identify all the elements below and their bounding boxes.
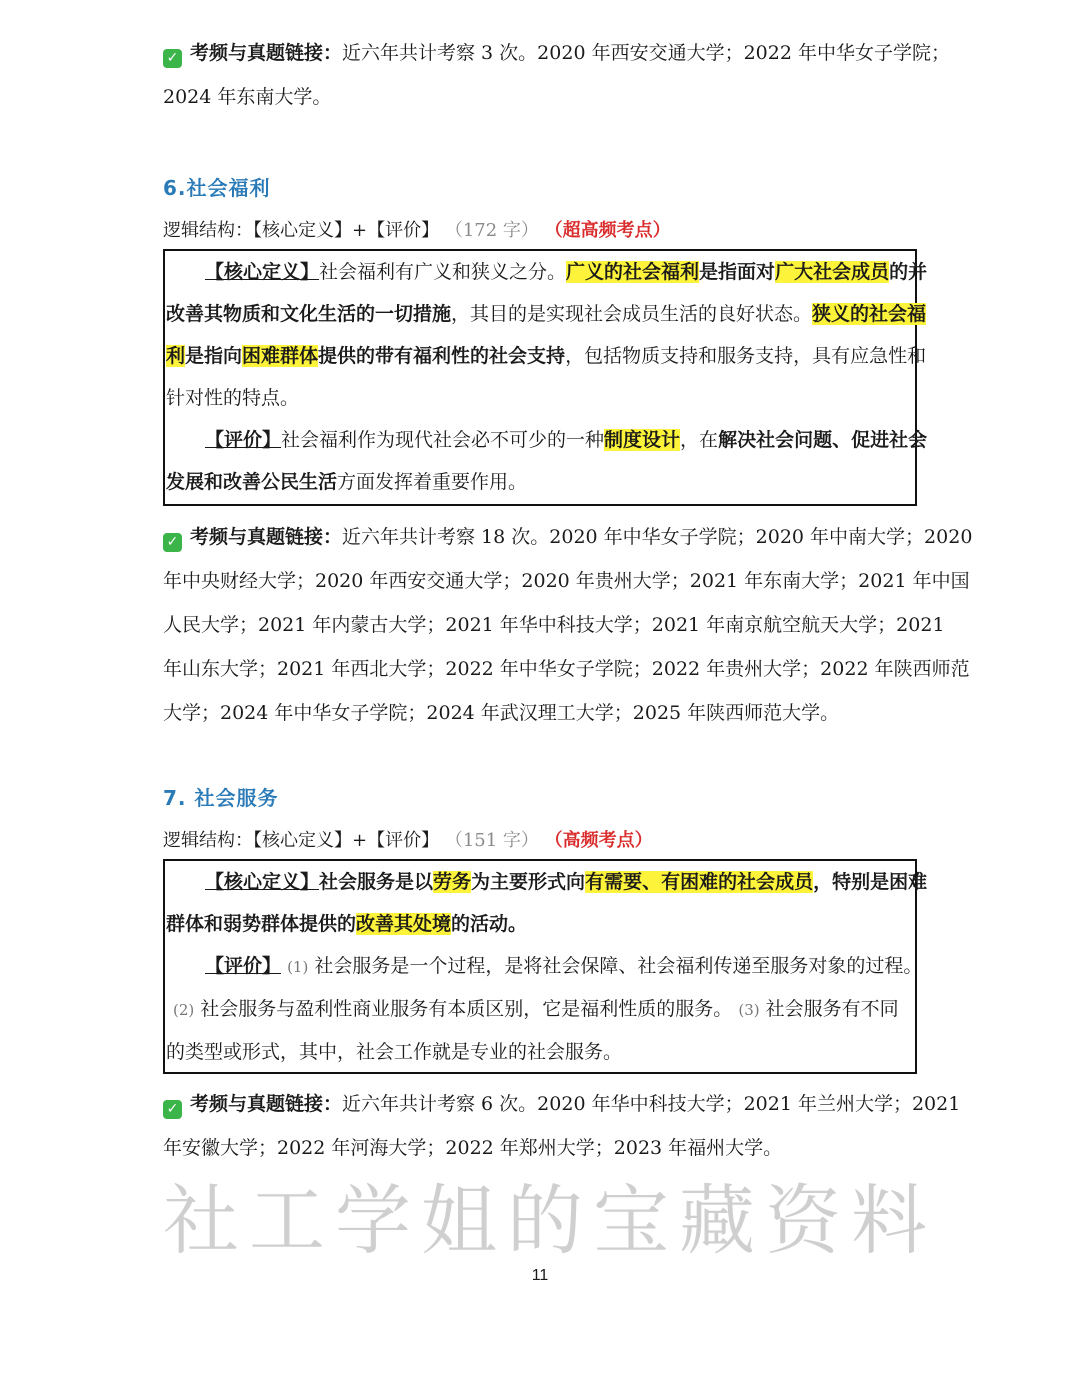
highlight: 制度设计	[604, 429, 681, 451]
eval-line-1	[165, 419, 928, 461]
exam-line-2: 年中央财经大学；2020 年西安交通大学；2020 年贵州大学；2021 年东南大学；2021 年中国	[163, 570, 970, 592]
section-7-exam-block	[163, 1082, 961, 1170]
def-line-1	[165, 251, 928, 293]
frequency-badge: （高频考点）	[544, 830, 653, 851]
char-count: （172 字）	[444, 220, 539, 241]
text: 是指面对	[699, 261, 776, 283]
highlight: 改善其处境	[356, 913, 452, 935]
text: 解决社会问题、促进社会	[718, 429, 928, 451]
exam-line-4: 年山东大学；2021 年西北大学；2022 年中华女子学院；2022 年贵州大学；2022 年陕西师范	[163, 658, 970, 680]
evaluation-tag: 【评价】	[205, 955, 282, 977]
eval-line-3: 的类型或形式，其中，社会工作就是专业的社会服务。	[166, 1041, 623, 1063]
section-6-logic	[163, 216, 671, 242]
text: 为主要形式向	[471, 871, 586, 893]
watermark: 社工学姐的宝藏资料	[163, 1176, 937, 1265]
text: 社会福利作为现代社会必不可少的一种	[281, 429, 605, 451]
text: 的活动。	[451, 913, 528, 935]
exam-line-1	[163, 515, 973, 559]
text: ，特别是困难	[813, 871, 928, 893]
top-exam-line-2: 2024 年东南大学。	[163, 86, 332, 108]
section-7-definition-box	[163, 859, 928, 1074]
text: 提供的带有福利性的社会支持	[318, 345, 566, 367]
text: 近六年共计考察 18 次。2020 年中华女子学院；2020 年中南大学；2020	[342, 526, 973, 548]
def-line-2	[165, 903, 915, 945]
exam-label: 考频与真题链接：	[190, 42, 343, 64]
exam-line-5: 大学；2024 年中华女子学院；2024 年武汉理工大学；2025 年陕西师范大学。	[163, 702, 840, 724]
text: 的并	[889, 261, 928, 283]
text: 改善其物质和文化生活的一切措施	[166, 303, 452, 325]
text: 群体和弱势群体提供的	[166, 913, 357, 935]
text: 社会服务有不同	[765, 998, 899, 1020]
text: 是指向	[185, 345, 243, 367]
section-6-exam-block	[163, 515, 973, 735]
item-number: (1)	[287, 958, 309, 976]
highlight: 广大社会成员	[775, 261, 890, 283]
text: 社会服务是一个过程，是将社会保障、社会福利传递至服务对象的过程。	[314, 955, 923, 977]
section-6-title: 6.社会福利	[163, 176, 271, 200]
core-definition-tag: 【核心定义】	[205, 871, 320, 893]
section-7-logic	[163, 826, 653, 852]
text: 方面发挥着重要作用。	[337, 471, 528, 493]
def-line-4: 针对性的特点。	[166, 387, 300, 409]
section-6-definition-box	[163, 249, 928, 506]
eval-line-2	[165, 988, 915, 1031]
logic-structure: 逻辑结构：【核心定义】+【评价】	[163, 830, 440, 851]
exam-text: 近六年共计考察 3 次。2020 年西安交通大学；2022 年中华女子学院；	[342, 42, 950, 64]
top-exam-line-1	[163, 31, 950, 75]
item-number: (3)	[738, 1001, 760, 1019]
exam-label: 考频与真题链接：	[190, 526, 343, 548]
page-number: 11	[531, 1267, 549, 1284]
text: ，包括物质支持和服务支持，具有应急性和	[565, 345, 927, 367]
highlight: 劳务	[433, 871, 472, 893]
text: ，在	[680, 429, 719, 451]
exam-line-1	[163, 1082, 961, 1126]
eval-line-1	[165, 945, 923, 988]
frequency-badge: （超高频考点）	[544, 220, 671, 241]
text: ，其目的是实现社会成员生活的良好状态。	[451, 303, 813, 325]
evaluation-tag: 【评价】	[205, 429, 282, 451]
section-7-title: 7. 社会服务	[163, 786, 279, 810]
text: 社会服务是以	[319, 871, 434, 893]
char-count: （151 字）	[444, 830, 539, 851]
text: 近六年共计考察 6 次。2020 年华中科技大学；2021 年兰州大学；2021	[342, 1093, 961, 1115]
def-line-3	[165, 335, 927, 377]
def-line-1	[165, 861, 928, 903]
item-number: (2)	[173, 1001, 195, 1019]
text: 发展和改善公民生活	[166, 471, 338, 493]
top-exam-block	[163, 31, 950, 119]
check-mark-icon: ✓	[163, 533, 182, 552]
highlight: 利	[166, 345, 186, 367]
highlight: 困难群体	[242, 345, 319, 367]
eval-line-2	[165, 461, 915, 503]
exam-label: 考频与真题链接：	[190, 1093, 343, 1115]
check-mark-icon: ✓	[163, 1100, 182, 1119]
text: 社会服务与盈利性商业服务有本质区别，它是福利性质的服务。	[200, 998, 733, 1020]
highlight: 有需要、有困难的社会成员	[585, 871, 814, 893]
def-line-2	[165, 293, 927, 335]
logic-structure: 逻辑结构：【核心定义】+【评价】	[163, 220, 440, 241]
exam-line-2: 年安徽大学；2022 年河海大学；2022 年郑州大学；2023 年福州大学。	[163, 1137, 783, 1159]
core-definition-tag: 【核心定义】	[205, 261, 320, 283]
text: 社会福利有广义和狭义之分。	[319, 261, 567, 283]
highlight: 广义的社会福利	[566, 261, 700, 283]
highlight: 狭义的社会福	[812, 303, 927, 325]
exam-line-3: 人民大学；2021 年内蒙古大学；2021 年华中科技大学；2021 年南京航空航天大学；2021	[163, 614, 945, 636]
check-mark-icon: ✓	[163, 49, 182, 68]
